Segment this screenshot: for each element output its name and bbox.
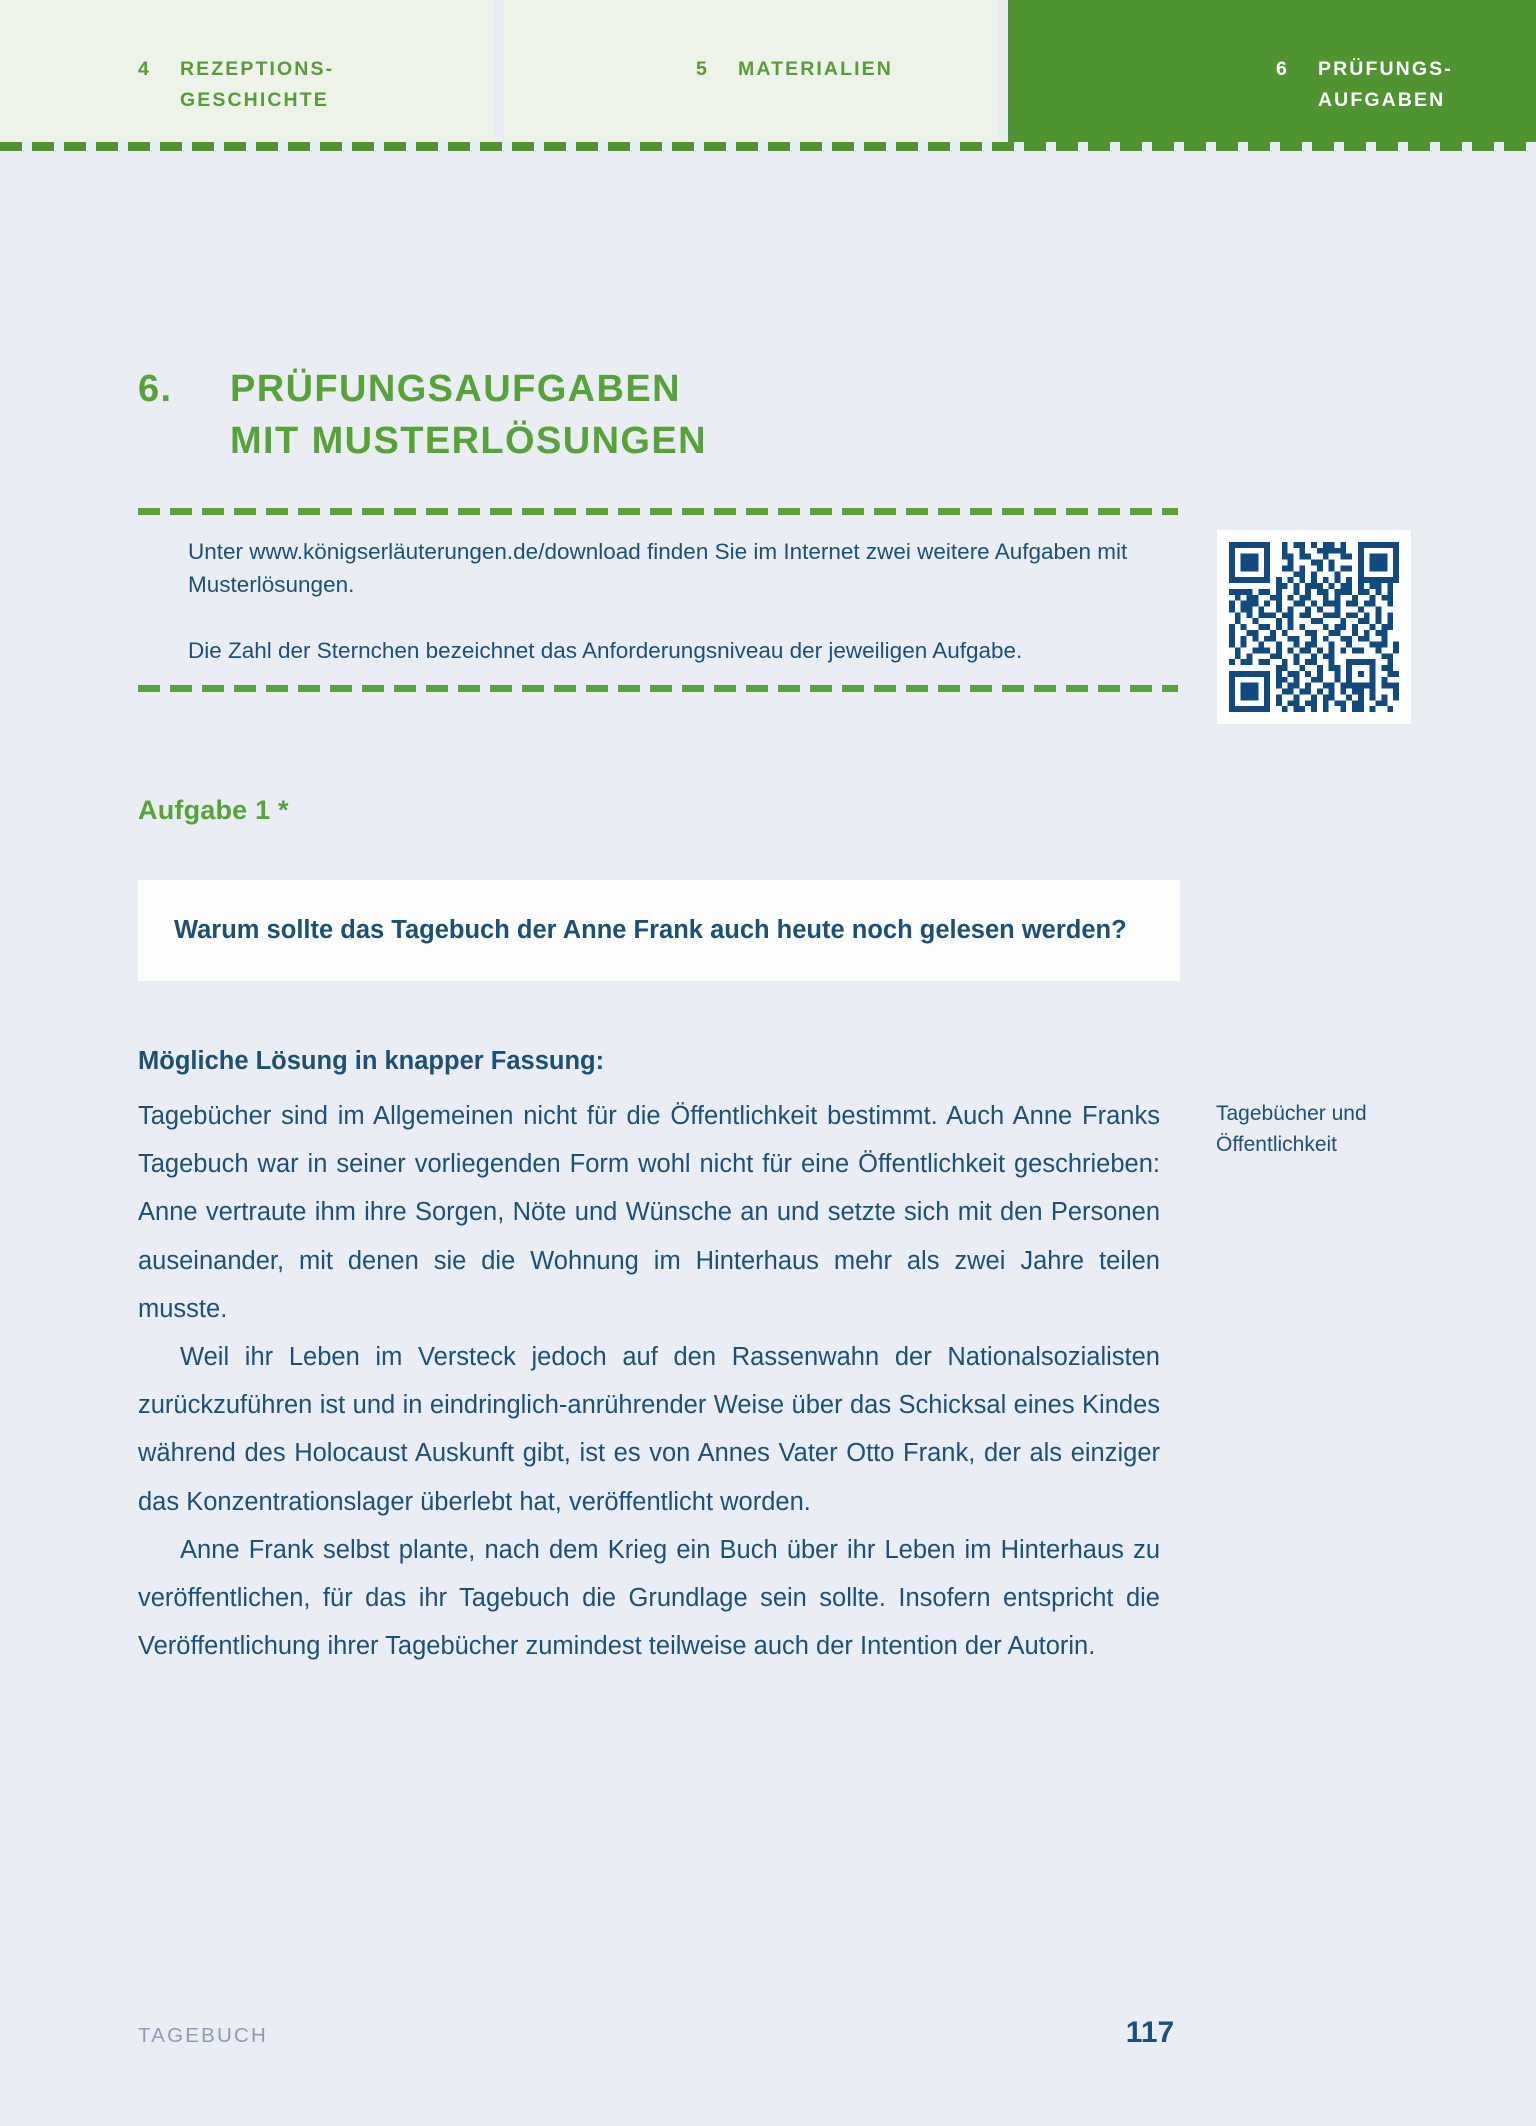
- info-box-paragraph-2: Die Zahl der Sternchen bezeichnet das Anforderungsniveau der jeweiligen Aufgabe.: [188, 638, 1023, 663]
- question-text: Warum sollte das Tagebuch der Anne Frank auch heute noch gelesen werden?: [174, 916, 1127, 944]
- chapter-tab-label-line1: REZEPTIONS-: [180, 58, 335, 80]
- margin-note: Tagebücher und Öffentlichkeit: [1216, 1102, 1367, 1156]
- chapter-tab-label-line2: GESCHICHTE: [180, 89, 329, 111]
- footer-book-title: TAGEBUCH: [138, 2024, 268, 2047]
- chapter-tab-label-line1: PRÜFUNGS-: [1318, 58, 1453, 80]
- answer-heading: Mögliche Lösung in knapper Fassung:: [138, 1047, 605, 1075]
- qr-code-icon: [1229, 542, 1399, 712]
- page-number: 117: [1125, 2016, 1175, 2049]
- info-box-paragraph-1: Unter www.königserläuterungen.de/download finden Sie im Internet zwei weitere Aufgaben mit Musterlösungen.: [188, 539, 1128, 597]
- chapter-tab-label: [738, 54, 893, 85]
- question-box: [138, 880, 1180, 981]
- section-title-line2: MIT MUSTERLÖSUNGEN: [230, 420, 707, 462]
- chapter-tab-label: [180, 54, 334, 116]
- chapter-tab-number: 5: [696, 58, 709, 80]
- answer-body: [138, 1092, 1160, 1670]
- answer-paragraph: Anne Frank selbst plante, nach dem Krieg ein Buch über ihr Leben im Hinterhaus zu veröffentlichen, für das ihr Tagebuch die Grundlage sein sollte. Insofern entspricht die Veröffentlichung ihrer Tagebücher zumindest teilweise auch der Intention der Autorin.: [138, 1535, 1160, 1661]
- chapter-tab-rezeptionsgeschichte[interactable]: [0, 0, 494, 142]
- page-title: [138, 363, 707, 467]
- chapter-tab-label-line2: AUFGABEN: [1318, 89, 1446, 111]
- qr-code[interactable]: [1217, 530, 1411, 724]
- section-number: 6.: [138, 368, 173, 410]
- chapter-tab-number: 6: [1276, 58, 1289, 80]
- section-title-line1: PRÜFUNGSAUFGABEN: [230, 368, 681, 410]
- answer-paragraph: Tagebücher sind im Allgemeinen nicht für die Öffentlichkeit bestimmt. Auch Anne Franks Tagebuch war in seiner vorliegenden Form wohl nicht für eine Öffentlichkeit geschrieben: Anne vertraute ihm ihre Sorgen, Nöte und Wünsche an und setzte sich mit den Personen auseinander, mit denen sie die Wohnung im Hinterhaus mehr als zwei Jahre teilen musste.: [138, 1102, 1160, 1323]
- answer-paragraph: Weil ihr Leben im Versteck jedoch auf den Rassenwahn der Nationalsozialisten zurückzuführen ist und in eindringlich-anrührender Weise über das Schicksal eines Kindes während des Holocaust Auskunft gibt, ist es von Annes Vater Otto Frank, der als einziger das Konzentrationslager überlebt hat, veröffentlicht worden.: [138, 1343, 1160, 1516]
- chapter-tab-pruefungsaufgaben[interactable]: [1008, 0, 1536, 142]
- chapter-tab-materialien[interactable]: [504, 0, 998, 142]
- task-heading: Aufgabe 1 *: [138, 795, 289, 825]
- chapter-tab-label: [1318, 54, 1453, 116]
- header-dashed-divider: [0, 142, 1536, 151]
- chapter-tab-label-line1: MATERIALIEN: [738, 58, 893, 80]
- chapter-tab-number: 4: [138, 58, 151, 80]
- chapter-tab-strip: [0, 0, 1536, 142]
- info-box: [138, 508, 1178, 692]
